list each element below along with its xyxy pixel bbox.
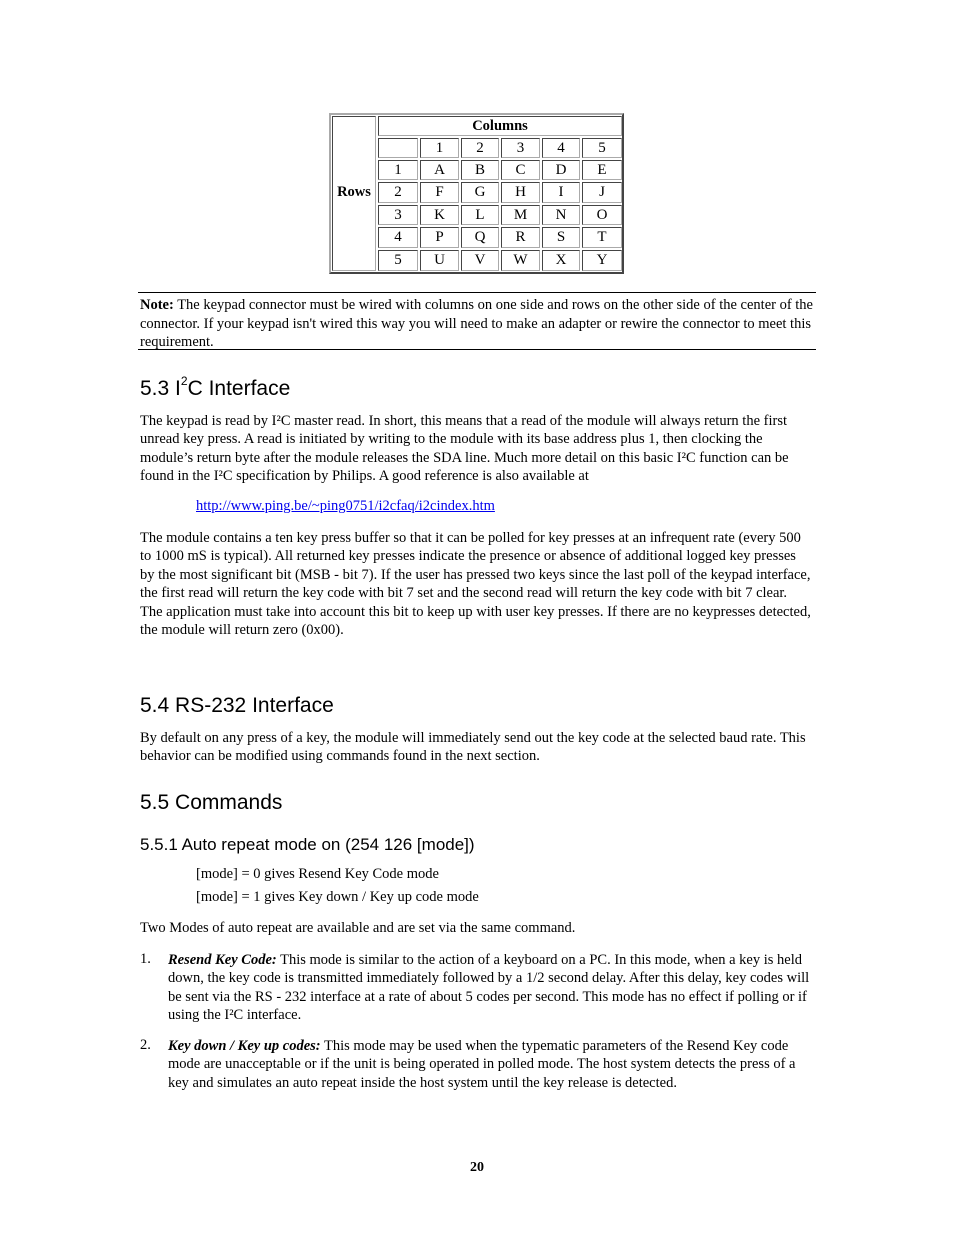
note-label: Note:: [140, 297, 174, 313]
list-body: [168, 1037, 812, 1092]
mode-0-description: [mode] = 0 gives Resend Key Code mode: [196, 866, 439, 882]
key-cell: X: [542, 250, 580, 271]
column-number-cell: 1: [420, 138, 459, 158]
i2c-paragraph-1: The keypad is read by I²C master read. In short, this means that a read of the module will always return the first unread key press. A read is initiated by writing to the module with its base address plus 1, then clocking the module’s return byte after the module releases the SDA line. Much more detail on this basic I²C function can be found in the I²C specification by Philips. A good reference is also available at: [140, 413, 789, 485]
key-cell: P: [420, 227, 459, 248]
key-cell: G: [461, 182, 499, 203]
note-text: The keypad connector must be wired with columns on one side and rows on the other side of the center of the connector. If your keypad isn't wired this way you will need to make an adapter or rewire the connector to meet this requirement.: [140, 297, 813, 350]
column-number-cell: 2: [461, 138, 499, 158]
row-number-cell: 3: [378, 205, 418, 225]
i2c-paragraph-2: The module contains a ten key press buffer so that it can be polled for key presses at an infrequent rate (every 500 to 1000 mS is typical). All returned key presses indicate the presence or absence of additional logged key presses by the most significant bit (MSB - bit 7). If the user has pressed two keys since the last poll of the keypad interface, the first read will return the key code with bit 7 set and the second read will return the key code with bit 7 clear. The application must take into account this bit to keep up with user key presses. If there are no keypresses detected, the module will return zero (0x00).: [140, 530, 811, 639]
section-heading-i2c: 5.3 $I^2C$ Interface: [140, 374, 291, 400]
key-cell: D: [542, 160, 580, 180]
key-cell: Y: [582, 250, 622, 271]
list-text: This mode is similar to the action of a keyboard on a PC. In this mode, when a key is held down, the key code is transmitted immediately followed by a 1/2 second delay. After this delay, key codes will be sent via the RS - 232 interface at a rate of about 5 codes per second. This mode has no effect if polling or if using the I²C interface.: [168, 952, 810, 1024]
wiring-note: [138, 292, 816, 350]
list-title: Resend Key Code:: [168, 952, 277, 968]
key-cell: W: [501, 250, 540, 271]
row-number-cell: 1: [378, 160, 418, 180]
mode-1-description: [mode] = 1 gives Key down / Key up code mode: [196, 889, 479, 905]
key-cell: O: [582, 205, 622, 225]
list-title: Key down / Key up codes:: [168, 1038, 321, 1054]
subsection-heading-auto-repeat: 5.5.1 Auto repeat mode on (254 126 [mode]): [140, 835, 475, 854]
key-cell: V: [461, 250, 499, 271]
key-cell: N: [542, 205, 580, 225]
i2c-faq-link[interactable]: http://www.ping.be/~ping0751/i2cfaq/i2cindex.htm: [196, 498, 495, 514]
rs232-paragraph: By default on any press of a key, the module will immediately send out the key code at the selected baud rate. This behavior can be modified using commands found in the next section.: [140, 730, 806, 765]
key-cell: E: [582, 160, 622, 180]
key-cell: L: [461, 205, 499, 225]
key-cell: Q: [461, 227, 499, 248]
column-number-cell: 5: [582, 138, 622, 158]
key-cell: F: [420, 182, 459, 203]
column-number-cell: 4: [542, 138, 580, 158]
key-cell: T: [582, 227, 622, 248]
key-cell: C: [501, 160, 540, 180]
key-cell: A: [420, 160, 459, 180]
columns-header-cell: [378, 116, 622, 136]
rows-header-cell: [332, 116, 376, 271]
row-number-cell: 2: [378, 182, 418, 203]
auto-repeat-intro: Two Modes of auto repeat are available and are set via the same command.: [140, 920, 576, 936]
list-number: 1.: [140, 951, 151, 967]
rows-header: Rows: [337, 184, 371, 200]
list-text: This mode may be used when the typematic parameters of the Resend Key code mode are unacceptable or if the unit is being operated in polled mode. The host system detects the press of a key and simulates an auto repeat inside the host system until the key release is detected.: [168, 1038, 796, 1091]
key-cell: R: [501, 227, 540, 248]
key-cell: B: [461, 160, 499, 180]
row-number-cell: 5: [378, 250, 418, 271]
corner-cell: [378, 138, 418, 158]
list-number: 2.: [140, 1037, 151, 1053]
key-cell: J: [582, 182, 622, 203]
key-cell: I: [542, 182, 580, 203]
page-number: 20: [470, 1160, 484, 1175]
row-number-cell: 4: [378, 227, 418, 248]
section-heading-commands: 5.5 Commands: [140, 791, 283, 814]
key-cell: M: [501, 205, 540, 225]
key-cell: S: [542, 227, 580, 248]
section-heading-rs232: 5.4 RS-232 Interface: [140, 694, 334, 717]
columns-header: Columns: [472, 118, 528, 134]
key-cell: K: [420, 205, 459, 225]
list-body: [168, 951, 812, 1025]
key-cell: U: [420, 250, 459, 271]
column-number-cell: 3: [501, 138, 540, 158]
key-cell: H: [501, 182, 540, 203]
